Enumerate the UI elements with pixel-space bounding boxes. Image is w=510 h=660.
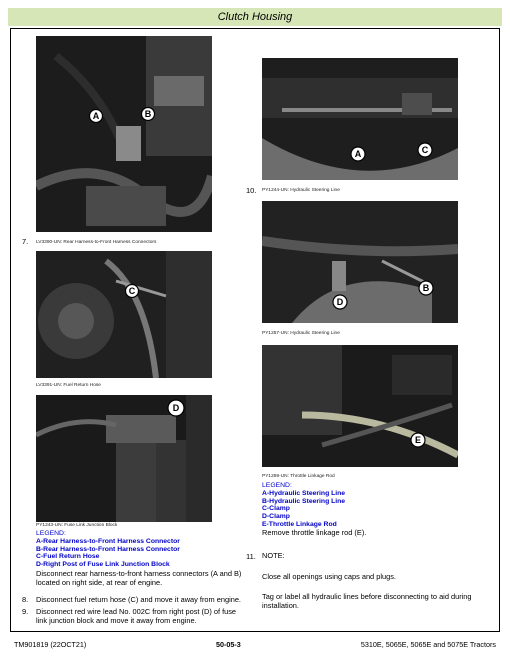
legend-item: E-Throttle Linkage Rod [262, 520, 337, 528]
legend-left [36, 530, 246, 569]
step-8-text: Disconnect fuel return hose (C) and move it away from engine. [36, 595, 241, 604]
photo-harness-connectors [36, 36, 212, 232]
step-9-text: Disconnect red wire lead No. 002C from right post (D) of fuse link junction block and move it away from engine. [36, 607, 237, 626]
legend-item: B-Rear Harness-to-Front Harness Connector [36, 545, 180, 553]
step-8-number: 8. [22, 595, 29, 604]
legend-title: LEGEND: [36, 530, 66, 537]
page-header: Clutch Housing [8, 8, 502, 26]
photo-caption: PY1259-UN: Throttle Linkage Rod [262, 474, 335, 479]
step-9-number: 9. [22, 607, 29, 616]
callout-d-label: D [336, 297, 344, 307]
legend-right [262, 482, 472, 529]
footer-doc-id: TM901819 (22OCT21) [14, 640, 87, 649]
photo-caption: PY1244-UN: Hydraulic Steering Line [262, 188, 340, 193]
photo-caption: LV3391-UN: Fuel Return Hose [36, 383, 101, 388]
instruction-text: Remove throttle linkage rod (E). [262, 528, 367, 537]
photo-caption: LV3390-UN: Rear Harness-to-Front Harness Connectors [36, 240, 157, 245]
legend-title: LEGEND: [262, 482, 292, 489]
step-10-number: 10. [246, 186, 257, 195]
callout-c-label: C [128, 286, 136, 296]
callout-b-label: B [422, 283, 430, 293]
callout-a-label: A [92, 111, 100, 121]
callout-b-label: B [144, 109, 152, 119]
step-11-number: 11. [246, 552, 256, 561]
legend-item: C-Fuel Return Hose [36, 553, 100, 561]
legend-item: A-Rear Harness-to-Front Harness Connector [36, 537, 180, 545]
callout-a-label: A [354, 149, 362, 159]
footer-model-list: 5310E, 5065E, 5065E and 5075E Tractors [360, 640, 496, 649]
legend-item: B-Hydraulic Steering Line [262, 497, 346, 505]
callout-d-label: D [172, 403, 180, 413]
instruction-text: Disconnect rear harness-to-front harness connectors (A and B) located on right side, at rear of engine. [36, 569, 242, 588]
footer-page-number: 50-05-3 [216, 640, 241, 649]
photo-caption: PY1243-UN: Fuse Link Junction Block [36, 523, 118, 528]
note-label: NOTE: [262, 551, 285, 560]
photo-fuel-return-hose [36, 251, 212, 378]
callout-c-label: C [421, 145, 429, 155]
note-text-1: Close all openings using caps and plugs. [262, 572, 396, 581]
photo-caption: PY1257-UN: Hydraulic Steering Line [262, 331, 340, 336]
legend-item: A-Hydraulic Steering Line [262, 489, 346, 497]
legend-item: D-Right Post of Fuse Link Junction Block [36, 561, 170, 569]
callout-e-label: E [414, 435, 422, 445]
legend-item: D-Clamp [262, 513, 290, 521]
legend-item: C-Clamp [262, 505, 290, 513]
step-7-number: 7. [22, 237, 29, 246]
note-text-2: Tag or label all hydraulic lines before disconnecting to aid during installation. [262, 592, 472, 611]
